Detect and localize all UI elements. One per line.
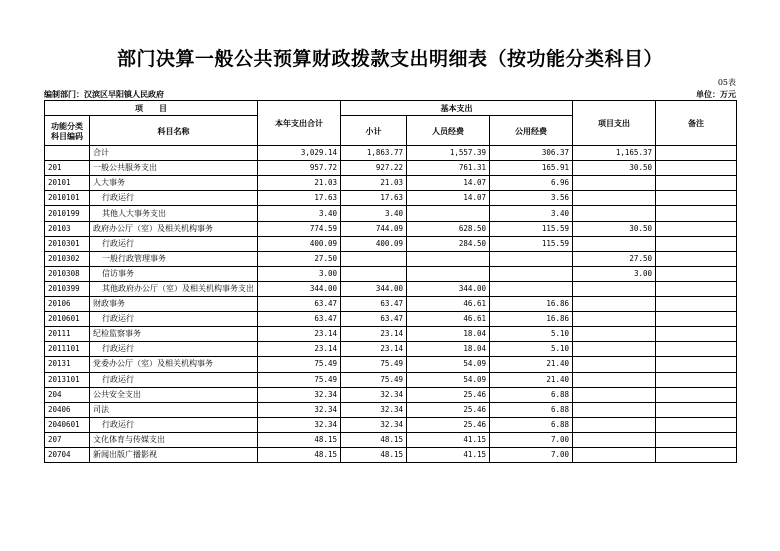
public-cell: 16.86 bbox=[490, 312, 573, 327]
personnel-cell: 54.09 bbox=[407, 372, 490, 387]
name-cell: 党委办公厅（室）及相关机构事务 bbox=[90, 357, 258, 372]
expenditure-table bbox=[44, 100, 737, 463]
project-cell bbox=[573, 447, 656, 462]
subtotal-cell: 744.09 bbox=[341, 221, 407, 236]
subtotal-cell: 23.14 bbox=[341, 342, 407, 357]
project-cell: 27.50 bbox=[573, 251, 656, 266]
table-row bbox=[45, 417, 737, 432]
project-cell bbox=[573, 281, 656, 296]
total-cell: 957.72 bbox=[258, 161, 341, 176]
remark-cell bbox=[656, 447, 737, 462]
remark-cell bbox=[656, 417, 737, 432]
personnel-cell bbox=[407, 266, 490, 281]
table-row bbox=[45, 357, 737, 372]
header-personnel: 人员经费 bbox=[407, 116, 490, 146]
code-cell: 204 bbox=[45, 387, 90, 402]
subtotal-cell: 1,863.77 bbox=[341, 146, 407, 161]
code-cell: 2040601 bbox=[45, 417, 90, 432]
remark-cell bbox=[656, 236, 737, 251]
subtotal-cell bbox=[341, 251, 407, 266]
name-cell: 公共安全支出 bbox=[90, 387, 258, 402]
public-cell: 5.10 bbox=[490, 342, 573, 357]
table-row bbox=[45, 327, 737, 342]
table-row bbox=[45, 191, 737, 206]
public-cell: 21.40 bbox=[490, 357, 573, 372]
name-cell: 文化体育与传媒支出 bbox=[90, 432, 258, 447]
public-cell: 6.88 bbox=[490, 402, 573, 417]
subtotal-cell: 927.22 bbox=[341, 161, 407, 176]
total-cell: 32.34 bbox=[258, 417, 341, 432]
project-cell bbox=[573, 236, 656, 251]
remark-cell bbox=[656, 206, 737, 221]
project-cell: 30.50 bbox=[573, 221, 656, 236]
project-cell bbox=[573, 372, 656, 387]
table-row bbox=[45, 206, 737, 221]
name-cell: 新闻出版广播影视 bbox=[90, 447, 258, 462]
personnel-cell: 54.09 bbox=[407, 357, 490, 372]
subtotal-cell: 3.40 bbox=[341, 206, 407, 221]
code-cell: 2010199 bbox=[45, 206, 90, 221]
public-cell: 6.88 bbox=[490, 387, 573, 402]
public-cell bbox=[490, 251, 573, 266]
name-cell: 司法 bbox=[90, 402, 258, 417]
public-cell: 115.59 bbox=[490, 221, 573, 236]
name-cell: 一般公共服务支出 bbox=[90, 161, 258, 176]
public-cell: 7.00 bbox=[490, 432, 573, 447]
subtotal-cell: 48.15 bbox=[341, 432, 407, 447]
code-cell: 20131 bbox=[45, 357, 90, 372]
table-row bbox=[45, 312, 737, 327]
name-cell: 人大事务 bbox=[90, 176, 258, 191]
subtotal-cell: 400.09 bbox=[341, 236, 407, 251]
personnel-cell: 14.07 bbox=[407, 176, 490, 191]
code-cell: 20406 bbox=[45, 402, 90, 417]
table-body bbox=[45, 146, 737, 463]
header-name: 科目名称 bbox=[90, 116, 258, 146]
table-row bbox=[45, 447, 737, 462]
table-row bbox=[45, 236, 737, 251]
code-cell: 2010301 bbox=[45, 236, 90, 251]
remark-cell bbox=[656, 297, 737, 312]
subtotal-cell bbox=[341, 266, 407, 281]
total-cell: 17.63 bbox=[258, 191, 341, 206]
table-row bbox=[45, 402, 737, 417]
remark-cell bbox=[656, 251, 737, 266]
project-cell bbox=[573, 342, 656, 357]
personnel-cell: 14.07 bbox=[407, 191, 490, 206]
project-cell bbox=[573, 432, 656, 447]
code-cell: 20111 bbox=[45, 327, 90, 342]
total-cell: 48.15 bbox=[258, 432, 341, 447]
total-cell: 3,029.14 bbox=[258, 146, 341, 161]
remark-cell bbox=[656, 342, 737, 357]
subtotal-cell: 17.63 bbox=[341, 191, 407, 206]
public-cell: 6.88 bbox=[490, 417, 573, 432]
remark-cell bbox=[656, 221, 737, 236]
project-cell bbox=[573, 357, 656, 372]
page-title: 部门决算一般公共预算财政拨款支出明细表（按功能分类科目） bbox=[116, 48, 663, 70]
code-cell: 201 bbox=[45, 161, 90, 176]
header-project: 项目支出 bbox=[573, 101, 656, 146]
project-cell: 1,165.37 bbox=[573, 146, 656, 161]
total-cell: 63.47 bbox=[258, 312, 341, 327]
subtotal-cell: 75.49 bbox=[341, 372, 407, 387]
name-cell: 财政事务 bbox=[90, 297, 258, 312]
table-row bbox=[45, 176, 737, 191]
project-cell: 30.50 bbox=[573, 161, 656, 176]
code-cell: 2010601 bbox=[45, 312, 90, 327]
personnel-cell: 1,557.39 bbox=[407, 146, 490, 161]
total-cell: 21.03 bbox=[258, 176, 341, 191]
project-cell bbox=[573, 297, 656, 312]
name-cell: 合计 bbox=[90, 146, 258, 161]
table-row bbox=[45, 297, 737, 312]
project-cell bbox=[573, 417, 656, 432]
subtotal-cell: 63.47 bbox=[341, 312, 407, 327]
header-remark: 备注 bbox=[656, 101, 737, 146]
code-cell: 20106 bbox=[45, 297, 90, 312]
name-cell: 一般行政管理事务 bbox=[90, 251, 258, 266]
public-cell: 6.96 bbox=[490, 176, 573, 191]
name-cell: 纪检监察事务 bbox=[90, 327, 258, 342]
name-cell: 信访事务 bbox=[90, 266, 258, 281]
code-cell bbox=[45, 146, 90, 161]
total-cell: 344.00 bbox=[258, 281, 341, 296]
subtotal-cell: 32.34 bbox=[341, 417, 407, 432]
table-row bbox=[45, 266, 737, 281]
personnel-cell: 18.04 bbox=[407, 342, 490, 357]
remark-cell bbox=[656, 281, 737, 296]
table-row bbox=[45, 342, 737, 357]
subtotal-cell: 32.34 bbox=[341, 402, 407, 417]
public-cell: 165.91 bbox=[490, 161, 573, 176]
personnel-cell: 761.31 bbox=[407, 161, 490, 176]
table-row bbox=[45, 161, 737, 176]
project-cell: 3.00 bbox=[573, 266, 656, 281]
remark-cell bbox=[656, 387, 737, 402]
total-cell: 23.14 bbox=[258, 327, 341, 342]
header-basic: 基本支出 bbox=[341, 101, 573, 116]
subtotal-cell: 48.15 bbox=[341, 447, 407, 462]
total-cell: 32.34 bbox=[258, 387, 341, 402]
personnel-cell bbox=[407, 251, 490, 266]
total-cell: 75.49 bbox=[258, 357, 341, 372]
personnel-cell: 46.61 bbox=[407, 312, 490, 327]
name-cell: 行政运行 bbox=[90, 191, 258, 206]
remark-cell bbox=[656, 161, 737, 176]
name-cell: 其他人大事务支出 bbox=[90, 206, 258, 221]
total-cell: 48.15 bbox=[258, 447, 341, 462]
personnel-cell: 344.00 bbox=[407, 281, 490, 296]
name-cell: 行政运行 bbox=[90, 312, 258, 327]
personnel-cell bbox=[407, 206, 490, 221]
total-cell: 3.00 bbox=[258, 266, 341, 281]
form-number: 05表 bbox=[717, 78, 736, 87]
table-row bbox=[45, 251, 737, 266]
code-cell: 2010101 bbox=[45, 191, 90, 206]
total-cell: 774.59 bbox=[258, 221, 341, 236]
subtotal-cell: 75.49 bbox=[341, 357, 407, 372]
remark-cell bbox=[656, 146, 737, 161]
header-public: 公用经费 bbox=[490, 116, 573, 146]
name-cell: 其他政府办公厅（室）及相关机构事务支出 bbox=[90, 281, 258, 296]
project-cell bbox=[573, 387, 656, 402]
table-row bbox=[45, 281, 737, 296]
subtotal-cell: 21.03 bbox=[341, 176, 407, 191]
name-cell: 行政运行 bbox=[90, 342, 258, 357]
code-cell: 2010302 bbox=[45, 251, 90, 266]
remark-cell bbox=[656, 191, 737, 206]
personnel-cell: 25.46 bbox=[407, 417, 490, 432]
remark-cell bbox=[656, 327, 737, 342]
total-cell: 400.09 bbox=[258, 236, 341, 251]
remark-cell bbox=[656, 357, 737, 372]
subtotal-cell: 32.34 bbox=[341, 387, 407, 402]
subtotal-cell: 63.47 bbox=[341, 297, 407, 312]
name-cell: 行政运行 bbox=[90, 236, 258, 251]
header-total: 本年支出合计 bbox=[258, 101, 341, 146]
org-label: 编制部门：汉滨区早阳镇人民政府 bbox=[44, 89, 164, 99]
subtotal-cell: 23.14 bbox=[341, 327, 407, 342]
personnel-cell: 46.61 bbox=[407, 297, 490, 312]
name-cell: 行政运行 bbox=[90, 372, 258, 387]
code-cell: 20103 bbox=[45, 221, 90, 236]
public-cell: 3.56 bbox=[490, 191, 573, 206]
public-cell: 5.10 bbox=[490, 327, 573, 342]
total-cell: 3.40 bbox=[258, 206, 341, 221]
public-cell: 3.40 bbox=[490, 206, 573, 221]
personnel-cell: 25.46 bbox=[407, 387, 490, 402]
public-cell bbox=[490, 281, 573, 296]
subtotal-cell: 344.00 bbox=[341, 281, 407, 296]
project-cell bbox=[573, 206, 656, 221]
table-row bbox=[45, 146, 737, 161]
public-cell: 306.37 bbox=[490, 146, 573, 161]
public-cell bbox=[490, 266, 573, 281]
project-cell bbox=[573, 191, 656, 206]
project-cell bbox=[573, 176, 656, 191]
total-cell: 23.14 bbox=[258, 342, 341, 357]
code-cell: 20101 bbox=[45, 176, 90, 191]
header-item: 项 目 bbox=[45, 101, 258, 116]
name-cell: 行政运行 bbox=[90, 417, 258, 432]
remark-cell bbox=[656, 176, 737, 191]
code-cell: 20704 bbox=[45, 447, 90, 462]
public-cell: 21.40 bbox=[490, 372, 573, 387]
code-cell: 2013101 bbox=[45, 372, 90, 387]
public-cell: 115.59 bbox=[490, 236, 573, 251]
table-row bbox=[45, 372, 737, 387]
remark-cell bbox=[656, 312, 737, 327]
table-row bbox=[45, 221, 737, 236]
code-cell: 2010399 bbox=[45, 281, 90, 296]
remark-cell bbox=[656, 266, 737, 281]
remark-cell bbox=[656, 432, 737, 447]
personnel-cell: 284.50 bbox=[407, 236, 490, 251]
total-cell: 75.49 bbox=[258, 372, 341, 387]
project-cell bbox=[573, 312, 656, 327]
remark-cell bbox=[656, 402, 737, 417]
total-cell: 27.50 bbox=[258, 251, 341, 266]
personnel-cell: 25.46 bbox=[407, 402, 490, 417]
public-cell: 7.00 bbox=[490, 447, 573, 462]
name-cell: 政府办公厅（室）及相关机构事务 bbox=[90, 221, 258, 236]
header-subtotal: 小计 bbox=[341, 116, 407, 146]
code-cell: 207 bbox=[45, 432, 90, 447]
personnel-cell: 18.04 bbox=[407, 327, 490, 342]
project-cell bbox=[573, 327, 656, 342]
table-row bbox=[45, 387, 737, 402]
header-code: 功能分类科目编码 bbox=[45, 116, 90, 146]
code-cell: 2010308 bbox=[45, 266, 90, 281]
remark-cell bbox=[656, 372, 737, 387]
table-row bbox=[45, 432, 737, 447]
total-cell: 63.47 bbox=[258, 297, 341, 312]
total-cell: 32.34 bbox=[258, 402, 341, 417]
project-cell bbox=[573, 402, 656, 417]
personnel-cell: 41.15 bbox=[407, 447, 490, 462]
personnel-cell: 41.15 bbox=[407, 432, 490, 447]
code-cell: 2011101 bbox=[45, 342, 90, 357]
unit-label: 单位：万元 bbox=[696, 89, 736, 99]
personnel-cell: 628.50 bbox=[407, 221, 490, 236]
public-cell: 16.86 bbox=[490, 297, 573, 312]
